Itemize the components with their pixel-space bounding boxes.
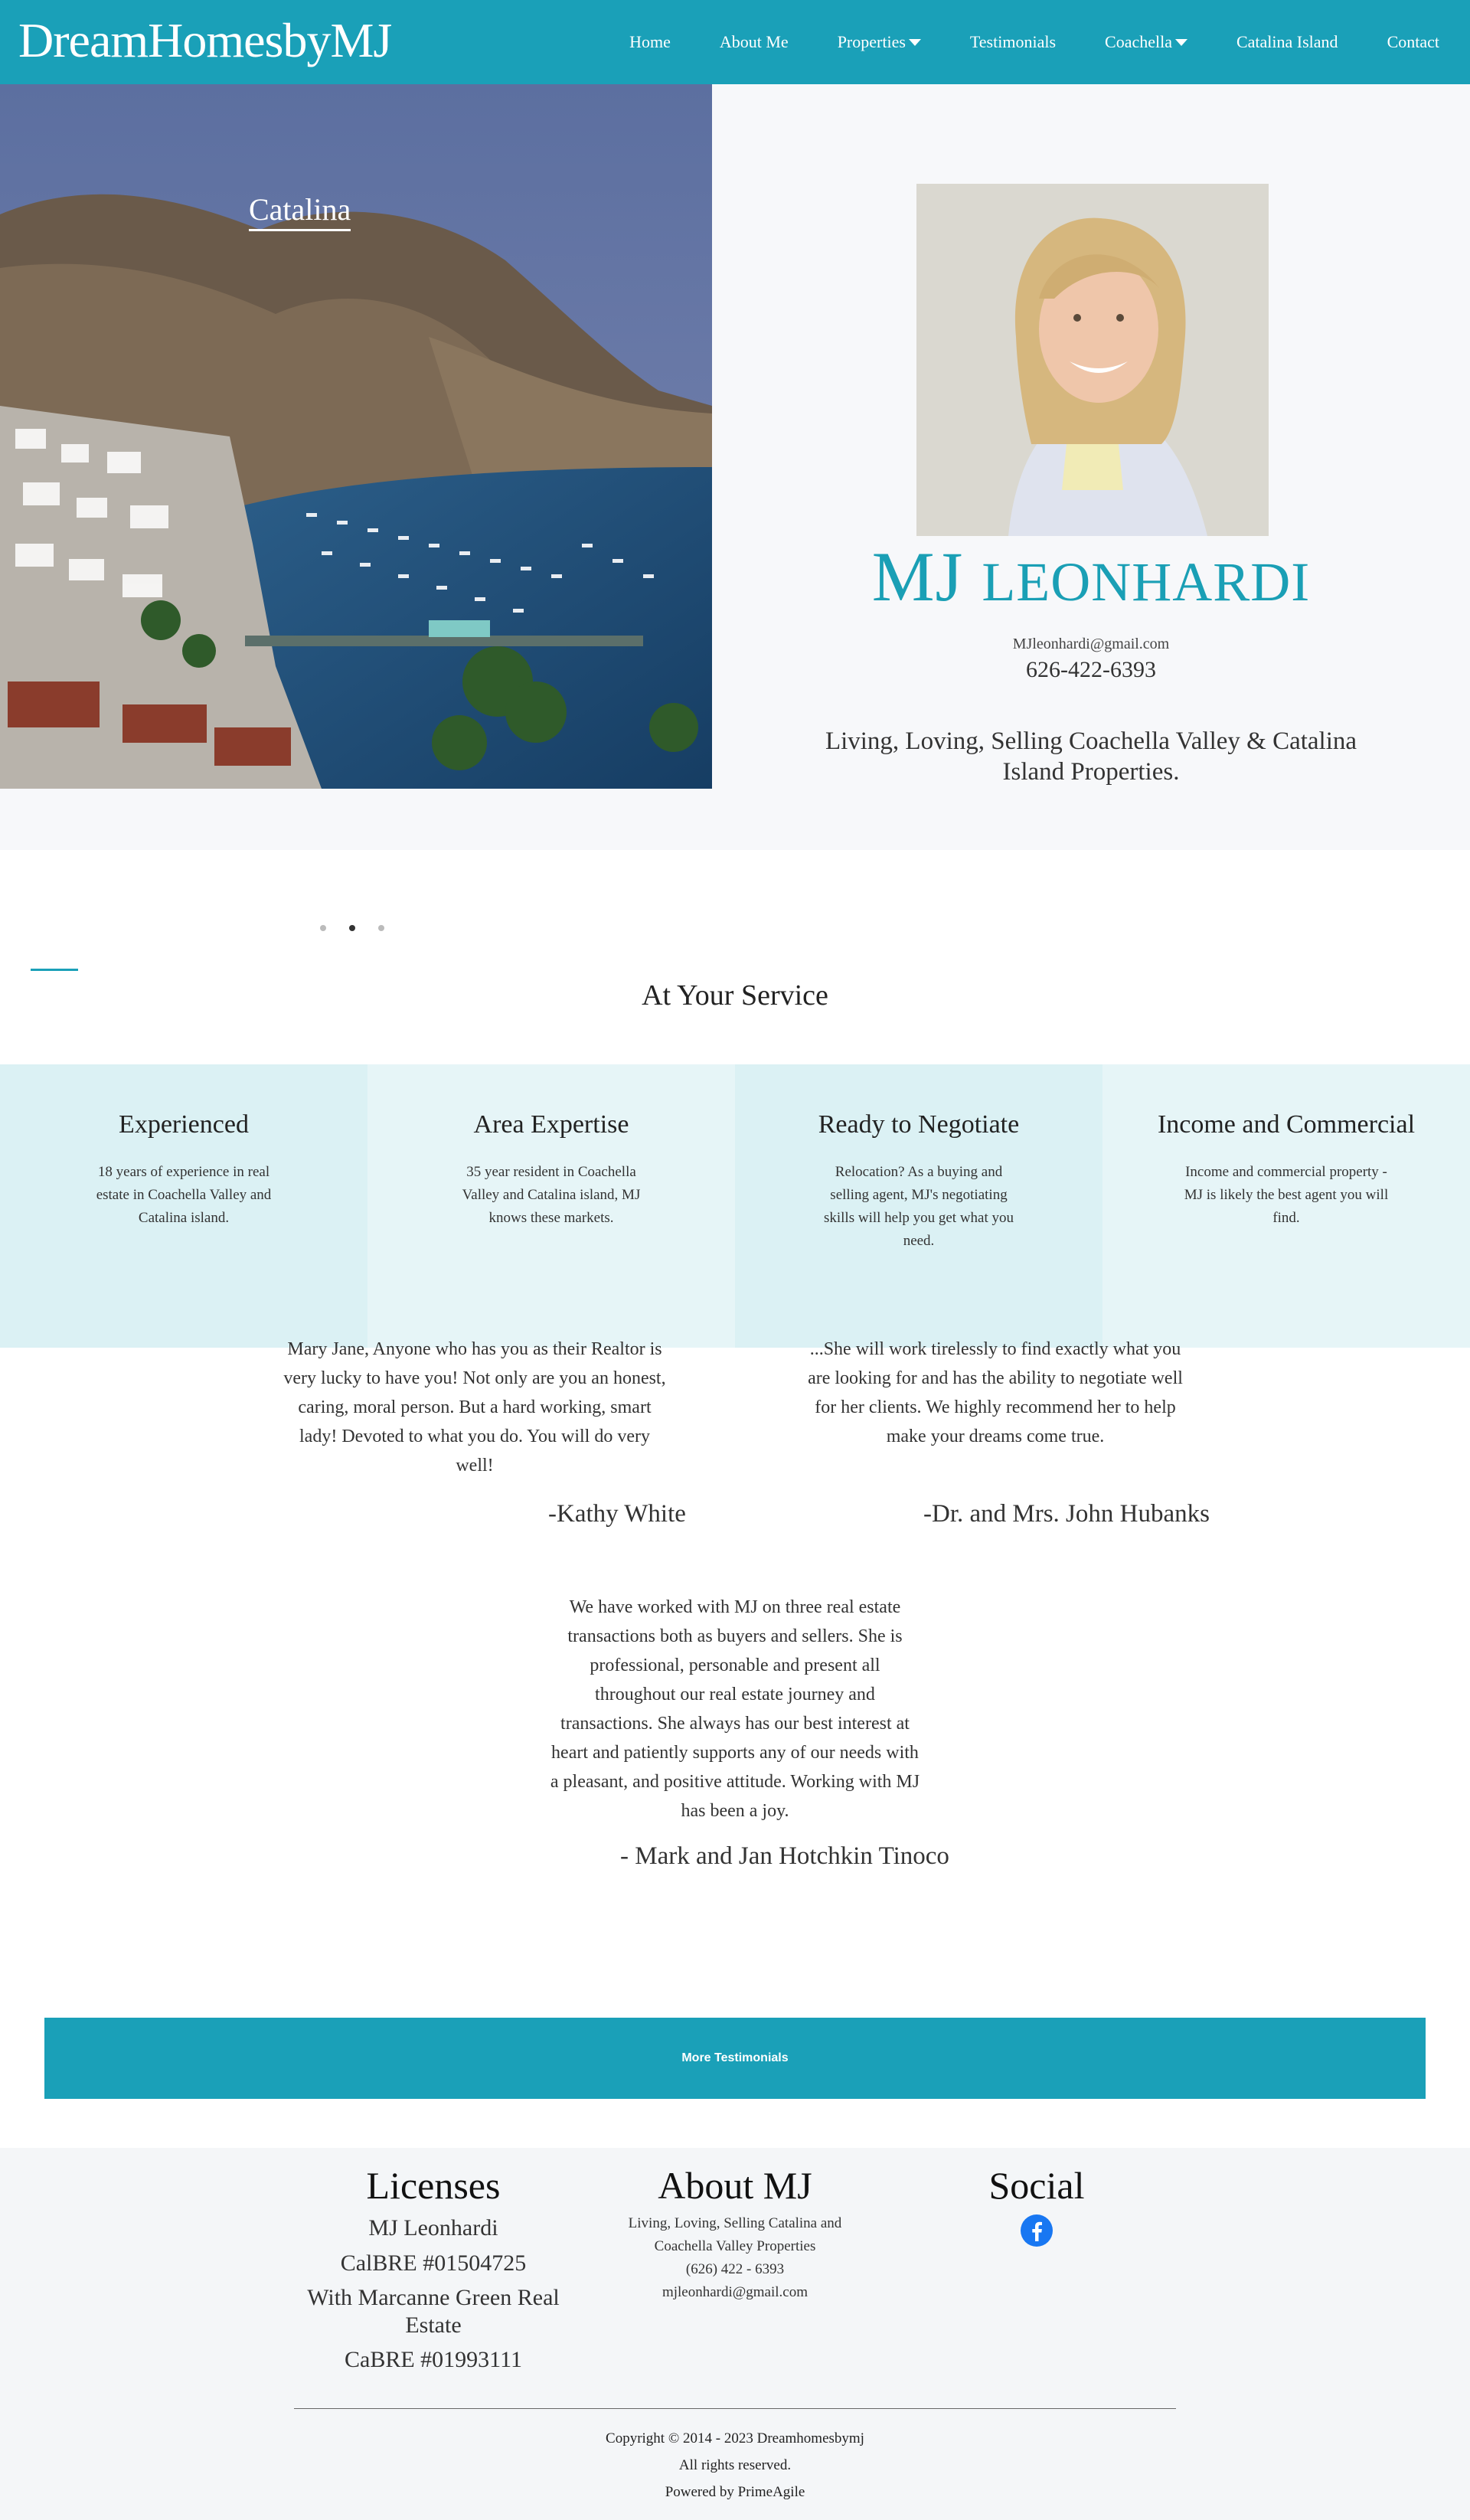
- service-text: Income and commercial property - MJ is likely the best agent you will find.: [1184, 1164, 1389, 1226]
- slide-caption[interactable]: Catalina: [249, 191, 351, 231]
- section-accent-line: [31, 969, 78, 971]
- license-line: CalBRE #01504725: [340, 2250, 527, 2276]
- agent-portrait: [916, 184, 1269, 536]
- footer-about: [612, 2163, 858, 2304]
- license-line: CaBRE #01993111: [345, 2347, 522, 2372]
- about-phone[interactable]: (626) 422 - 6393: [685, 2261, 785, 2277]
- more-testimonials-button[interactable]: More Testimonials: [44, 2018, 1426, 2099]
- testimonial-quote-1: Mary Jane, Anyone who has you as their Realtor is very lucky to have you! Not only are you an honest, caring, moral person. But a hard working, smart lady! Devoted to what you do. You will do very well!: [283, 1339, 666, 1476]
- about-title: About MJ: [658, 2164, 812, 2207]
- nav-contact[interactable]: [1387, 32, 1439, 52]
- nav-home[interactable]: [629, 32, 671, 52]
- profile-card: [712, 84, 1470, 850]
- about-email[interactable]: mjleonhardi@gmail.com: [662, 2284, 808, 2300]
- footer-copyright: [0, 2425, 1470, 2505]
- testimonial-author-1: -Kathy White: [548, 1500, 686, 1528]
- footer-licenses: [296, 2163, 571, 2378]
- catalina-slide-image[interactable]: [0, 84, 712, 789]
- facebook-icon[interactable]: [1020, 2214, 1054, 2251]
- service-card: [0, 1064, 368, 1348]
- nav-coachella-label: Coachella: [1105, 32, 1172, 51]
- about-tagline: Living, Loving, Selling Catalina and Coachella Valley Properties: [628, 2215, 842, 2254]
- nav-catalina-label: Catalina Island: [1236, 32, 1338, 51]
- nav-properties[interactable]: [838, 32, 921, 52]
- service-title: Experienced: [119, 1110, 249, 1139]
- service-text: 35 year resident in Coachella Valley and Catalina island, MJ knows these markets.: [462, 1164, 641, 1226]
- service-card: [368, 1064, 735, 1348]
- nav-properties-label: Properties: [837, 32, 906, 51]
- agent-email[interactable]: MJleonhardi@gmail.com: [1012, 636, 1170, 652]
- footer-divider: [294, 2408, 1176, 2409]
- harbor-illustration: [0, 84, 712, 789]
- agent-last-name: LEONHARDI: [982, 551, 1311, 613]
- licenses-title: Licenses: [366, 2164, 501, 2207]
- nav-contact-label: Contact: [1387, 32, 1439, 51]
- testimonial-author-2: -Dr. and Mrs. John Hubanks: [923, 1500, 1210, 1528]
- service-text: Relocation? As a buying and selling agent, MJ's negotiating skills will help you get what you need.: [823, 1164, 1014, 1249]
- top-navbar: [0, 0, 1470, 84]
- agent-tagline: Living, Loving, Selling Coachella Valley & Catalina Island Properties.: [825, 727, 1357, 786]
- testimonial-author-3: - Mark and Jan Hotchkin Tinoco: [620, 1842, 949, 1870]
- agent-first-name: MJ: [871, 538, 964, 616]
- service-title: Ready to Negotiate: [818, 1110, 1020, 1139]
- services-grid: [0, 1064, 1470, 1348]
- nav-coachella[interactable]: [1105, 32, 1187, 52]
- slider-dot-1[interactable]: [320, 925, 326, 931]
- service-card: [735, 1064, 1102, 1348]
- slider-dot-3[interactable]: [378, 925, 384, 931]
- agent-name: [712, 536, 1470, 617]
- hero-section: [0, 84, 1470, 850]
- testimonial-quote-3: We have worked with MJ on three real estate transactions both as buyers and sellers. She is professional, personable and present all throughout our real estate journey and transactions. She always has our best interest at heart and patiently supports any of our needs with a pleasant, and positive attitude. Working with MJ has been a joy.: [550, 1597, 920, 1821]
- nav-home-label: Home: [629, 32, 671, 51]
- nav-testimonials[interactable]: [970, 32, 1056, 52]
- service-text: 18 years of experience in real estate in Coachella Valley and Catalina island.: [96, 1164, 272, 1226]
- caret-down-icon: [909, 39, 921, 46]
- license-line: With Marcanne Green Real Estate: [307, 2285, 560, 2338]
- nav-testimonials-label: Testimonials: [969, 32, 1057, 51]
- social-title: Social: [988, 2164, 1085, 2207]
- site-footer: [0, 2148, 1470, 2520]
- services-title: At Your Service: [642, 979, 828, 1012]
- slider-dot-2[interactable]: [349, 925, 355, 931]
- slider-dots: [320, 925, 384, 931]
- service-title: Income and Commercial: [1157, 1110, 1416, 1139]
- portrait-illustration: [916, 184, 1269, 536]
- service-card: [1102, 1064, 1470, 1348]
- nav-about-me[interactable]: [720, 32, 789, 52]
- caret-down-icon: [1175, 39, 1187, 46]
- service-title: Area Expertise: [473, 1110, 629, 1139]
- agent-phone[interactable]: 626-422-6393: [1026, 657, 1156, 682]
- copyright-text: Copyright © 2014 - 2023 Dreamhomesbymj: [606, 2430, 864, 2446]
- footer-social: [914, 2163, 1159, 2251]
- site-brand[interactable]: DreamHomesbyMJ: [18, 13, 392, 67]
- testimonial-quote-2: ...She will work tirelessly to find exactly what you are looking for and has the ability to negotiate well for her clients. We highly recommend her to help make your dreams come true.: [808, 1339, 1183, 1446]
- license-line: MJ Leonhardi: [368, 2215, 498, 2241]
- main-menu: [580, 0, 1439, 84]
- nav-about-label: About Me: [719, 32, 789, 51]
- powered-by-link[interactable]: Powered by PrimeAgile: [665, 2484, 805, 2500]
- rights-text: All rights reserved.: [678, 2457, 792, 2473]
- nav-catalina-island[interactable]: [1236, 32, 1338, 52]
